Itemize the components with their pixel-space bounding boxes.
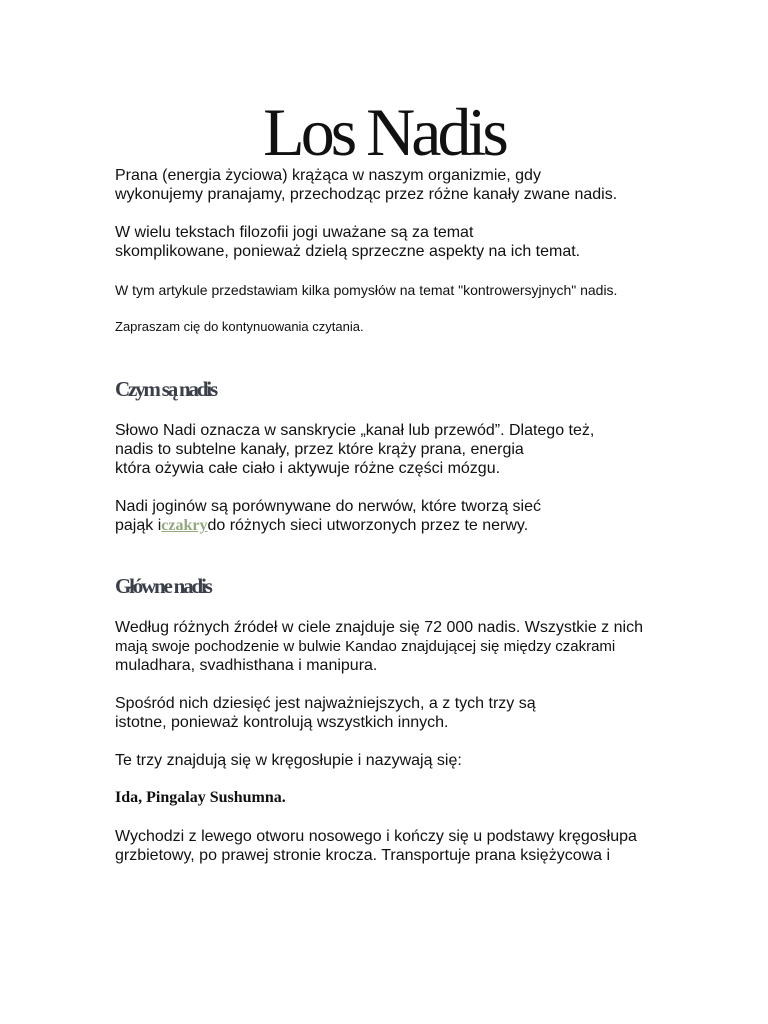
text-line: W wielu tekstach filozofii jogi uważane są za temat [115,224,474,241]
text-line: nadis to subtelne kanały, przez które krąży prana, energia [115,441,524,458]
text-line: Te trzy znajdują się w kręgosłupie i nazywają się: [115,752,462,769]
text-line: wykonujemy pranajamy, przechodząc przez różne kanały zwane nadis. [115,186,618,203]
nadis-names: Ida, Pingalay Sushumna. [115,789,286,806]
text-line: W tym artykule przedstawiam kilka pomysłów na temat "kontrowersyjnych" nadis. [115,282,618,298]
text-line: która ożywia całe ciało i aktywuje różne części mózgu. [115,460,501,477]
section2-paragraph-1 [115,618,695,675]
text-line: mają swoje pochodzenie w bulwie Kandao znajdującej się między czakrami [115,638,616,655]
text-line: Spośród nich dziesięć jest najważniejszych, a z tych trzy są [115,695,536,712]
section-heading-glowne-nadis: Główne nadis [115,574,211,598]
text-fragment: pająk i [115,517,162,534]
text-line: Zapraszam cię do kontynuowania czytania. [115,319,364,334]
text-line: istotne, ponieważ kontrolują wszystkich innych. [115,714,449,731]
text-line: muladhara, svadhisthana i manipura. [115,657,378,674]
text-line: Prana (energia życiowa) krążąca w naszym organizmie, gdy [115,167,541,184]
section1-paragraph-1 [115,421,695,478]
section-heading-czym-sa-nadis: Czym są nadis [115,377,216,401]
section1-paragraph-2 [115,497,695,535]
section2-paragraph-5 [115,827,695,865]
section2-paragraph-2 [115,694,695,732]
intro-paragraph-2 [115,223,695,261]
text-line-with-link [115,516,695,535]
text-line: Nadi joginów są porównywane do nerwów, które tworzą sieć [115,498,541,515]
section2-paragraph-3 [115,751,695,770]
intro-paragraph-1 [115,166,695,204]
text-line: Według różnych źródeł w ciele znajduje się 72 000 nadis. Wszystkie z nich [115,619,643,636]
section2-paragraph-4 [115,789,695,807]
text-line: grzbietowy, po prawej stronie krocza. Transportuje prana księżycowa i [115,847,611,864]
text-line: skomplikowane, ponieważ dzielą sprzeczne aspekty na ich temat. [115,243,581,260]
text-fragment: do różnych sieci utworzonych przez te nerwy. [207,517,529,534]
page-title: Los Nadis [263,94,505,170]
text-line: Wychodzi z lewego otworu nosowego i kończy się u podstawy kręgosłupa [115,828,637,845]
text-line: Słowo Nadi oznacza w sanskrycie „kanał lub przewód”. Dlatego też, [115,422,595,439]
intro-paragraph-3 [115,281,695,300]
intro-paragraph-4 [115,317,695,336]
czakry-link[interactable]: czakry [161,517,208,534]
